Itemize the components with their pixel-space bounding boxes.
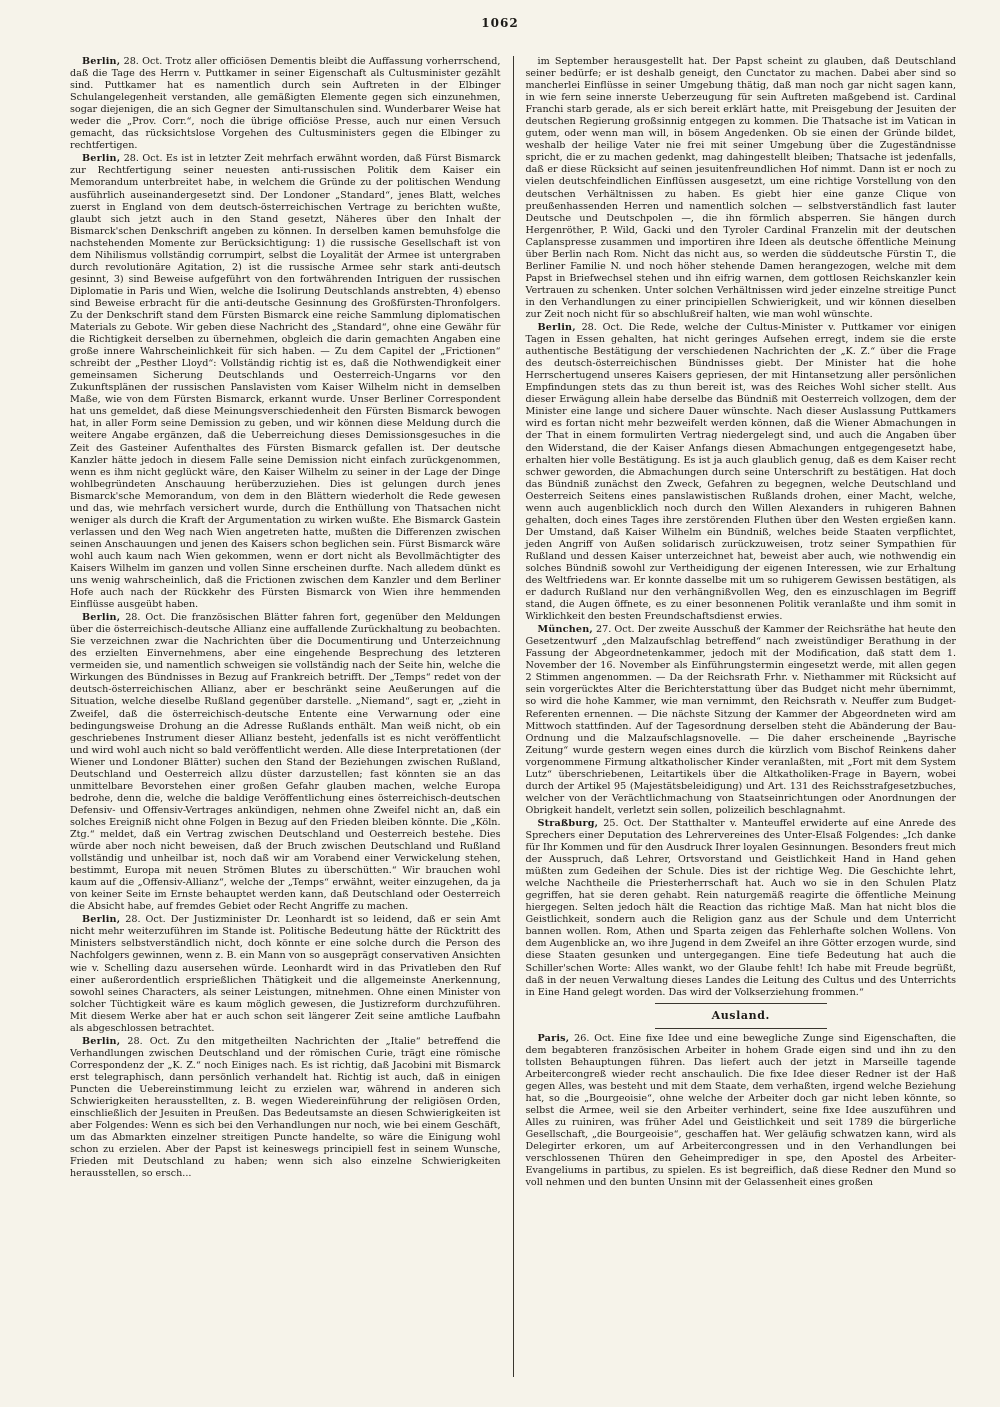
- article-text: Der Statthalter v. Manteuffel erwiderte auf eine Anrede des Sprechers einer Deputation des Lehrervereines des Unter-Elsaß Folgendes: „Ich danke für Ihr Kommen und für den Ausdruck Ihrer loyalen Gesinnungen. Besonders freut mich der Ausspruch, daß Lehrer, Ortsvorstand und Geistlichkeit Hand in Hand gehen müßten zum Gedeihen der Schule. Dies ist der richtige Weg. Die Geschichte lehrt, welche Nachtheile die Priesterherrschaft hat. Auch wo sie in den Schulen Platz gegriffen, hat sie deren gehabt. Rein naturgemäß reagirte die öffentliche Meinung hiergegen. Selten jedoch hält die Reaction das richtige Maß. Man hat nicht blos die Geistlichkeit, sondern auch die Religion ganz aus der Schule und dem Unterricht bannen wollen. Rom, Athen und Sparta zeigen das Fehlerhafte solchen Wollens. Von dem Augenblicke an, wo ihre Jugend in dem Zweifel an ihre Götter erzogen wurde, sind diese Staaten gesunken und untergegangen. Eine tiefe Bedeutung hat auch die Schiller'schen Worte: Alles wankt, wo der Glaube fehlt! Ich habe mit Freude begrüßt, daß in der neuen Verwaltung dieses Landes die Leitung des Cultus und des Unterrichts in Eine Hand gelegt worden. Das wird der Volkserziehung frommen.“: [525, 817, 956, 998]
- article-date: 26. Oct.: [574, 1032, 615, 1044]
- article-dateline: Berlin,: [537, 322, 576, 334]
- article-date: 28. Oct.: [123, 153, 163, 165]
- article-date: 27. Oct.: [596, 624, 635, 636]
- section-heading-ausland: Ausland.: [711, 1008, 770, 1022]
- article: [526, 56, 957, 321]
- article-dateline: Berlin,: [82, 612, 121, 624]
- article-dateline: München,: [537, 624, 593, 636]
- article-date: 28. Oct.: [581, 322, 623, 334]
- article-dateline: Straßburg,: [537, 817, 599, 829]
- article: [70, 153, 501, 611]
- article-text: Zu den mitgetheilten Nachrichten der „Italie“ betreffend die Verhandlungen zwischen Deutschland und der römischen Curie, trägt eine römische Correspondenz der „K. Z.“ noch Einiges nach. Es ist richtig, daß Jacobini mit Bismarck erst telegraphisch, dann persönlich verhandelt hat. Richtig ist auch, daß in einigen Puncten die Uebereinstimmung leicht zu erzielen war, während in anderen sich Schwierigkeiten herausstellten, z. B. wegen Wiedereinführung der religiösen Orden, einschließlich der Jesuiten in Preußen. Das Bedeutsamste an diesen Schwierigkeiten ist aber Folgendes: Wenn es sich bei den Verhandlungen nur noch, wie bei einem Geschäft, um das Abmarkten einzelner streitigen Puncte handelte, so wäre die Einigung wohl schon zu erzielen. Aber der Papst ist keineswegs principiell fest in seinem Wunsche, Frieden mit Deutschland zu haben; wenn sich also einzelne Schwierigkeiten herausstellen, so ersch...: [70, 1035, 501, 1180]
- columns: [70, 56, 956, 1377]
- article-dateline: Berlin,: [82, 56, 121, 67]
- article: [70, 1036, 501, 1181]
- article: [526, 1033, 957, 1190]
- article-dateline: Berlin,: [82, 1035, 121, 1047]
- article: [70, 56, 501, 152]
- article-text: Trotz aller officiösen Dementis bleibt die Auffassung vorherrschend, daß die Tage des Herrn v. Puttkamer in seiner Eigenschaft als Cultusminister gezählt sind. Puttkamer hat es namentlich durch sein Auftreten in der Elbinger Schulangelegenheit verstanden, alle gemäßigten Elemente gegen sich einzunehmen, sogar diejenigen, die an sich Gegner der Simultanschulen sind. Wunderbarer Weise hat weder die „Prov. Corr.“, noch die übrige officiöse Presse, auch nur einen Versuch gemacht, das rücksichtslose Vorgehen des Cultusministers gegen die Elbinger zu rechtfertigen.: [70, 56, 501, 152]
- article: [70, 914, 501, 1034]
- article-date: 25. Oct.: [603, 817, 644, 829]
- article-date: 28. Oct.: [123, 56, 163, 67]
- article-dateline: Paris,: [537, 1032, 570, 1044]
- column-rule: [513, 56, 514, 1377]
- article-text: Der zweite Ausschuß der Kammer der Reichsräthe hat heute den Gesetzentwurf „den Malzaufschlag betreffend“ nach zweistündiger Berathung in der Fassung der Abgeordnetenkammer, jedoch mit der Modification, daß statt dem 1. November der 16. November als Einführungstermin eingesetzt werde, mit allen gegen 2 Stimmen angenommen. — Da der Reichsrath Frhr. v. Niethammer mit Rücksicht auf sein vorgerücktes Alter die Berichterstattung über das Budget nicht mehr übernimmt, so wird die hohe Kammer, wie man vernimmt, den Reichsrath v. Neuffer zum Budget-Referenten ernennen. — Die nächste Sitzung der Kammer der Abgeordneten wird am Mittwoch stattfinden. Auf der Tagesordnung derselben steht die Abänderung der Bau-Ordnung und die Malzaufschlagsnovelle. — Die daher erscheinende „Bayrische Zeitung“ wurde gestern wegen eines durch die kürzlich vom Bischof Reinkens daher vorgenommene Firmung altkatholischer Kinder veranlaßten, mit „Fort mit dem System Lutz“ überschriebenen, Leitartikels über die Altkatholiken-Frage in Bayern, wobei durch der Artikel 95 (Majestätsbeleidigung) und Art. 131 des Reichsstrafgesetzbuches, welcher von der Verächtlichmachung von Staatseinrichtungen oder Anordnungen der Obrigkeit handelt, verletzt sein sollen, polizeilich beschlagnahmt.: [525, 624, 956, 816]
- left-column: [70, 56, 511, 1377]
- page-number: 1062: [481, 16, 519, 30]
- article-text: Die französischen Blätter fahren fort, gegenüber den Meldungen über die österreichisch-deutsche Allianz eine auffallende Zurückhaltung zu beobachten. Sie verzeichnen zwar die Nachrichten über die Documentirung und Unterzeichnung des erzielten Einvernehmens, aber eine eingehende Besprechung des letzteren vermeiden sie, und namentlich schweigen sie vollständig nach der Seite hin, welche die Wirkungen des Bündnisses in Bezug auf Frankreich betrifft. Der „Temps“ redet von der deutsch-österreichischen Allianz, aber er beschränkt seine Aeußerungen auf die Situation, welche dieselbe Rußland gegenüber darstelle. „Niemand“, sagt er, „zieht in Zweifel, daß die österreichisch-deutsche Entente eine Verwarnung oder eine bedingungsweise Drohung an die Adresse Rußlands enthält. Man weiß nicht, ob ein geschriebenes Instrument dieser Allianz besteht, jedenfalls ist es nicht veröffentlicht und wird wohl auch nicht so bald veröffentlicht werden. Alle diese Interpretationen (der Wiener und Londoner Blätter) suchen den Stand der Beziehungen zwischen Rußland, Deutschland und Oesterreich allzu düster darzustellen; fast könnten sie an das unmittelbare Bevorstehen einer großen Gefahr glauben machen, welche Europa bedrohe, denn die, welche die baldige Veröffentlichung eines österreichisch-deutschen Defensiv- und Offensiv-Vertrages ankündigen, nehmen ohne Zweifel nicht an, daß ein solches Ereigniß nicht ohne Folgen in Bezug auf den Frieden bleiben könnte. Die „Köln. Ztg.“ meldet, daß ein Vertrag zwischen Deutschland und Oesterreich bestehe. Dies würde aber noch nicht beweisen, daß der Bruch zwischen Deutschland und Rußland vollständig und unheilbar ist, noch daß wir am Vorabend einer Verwickelung stehen, bestimmt, Europa mit neuen Strömen Blutes zu überschütten.“ Wir brauchen wohl kaum auf die „Offensiv-Allianz“, welche der „Temps“ erwähnt, weiter einzugehen, da ja von keiner Seite im Ernste behauptet werden kann, daß Deutschland oder Oesterreich die Absicht habe, auf fremdes Gebiet oder Recht Angriffe zu machen.: [70, 612, 501, 913]
- article-text: Eine fixe Idee und eine bewegliche Zunge sind Eigenschaften, die dem begabteren französischen Arbeiter in hohem Grade eigen sind und ihn zu den tollsten Behauptungen führen. Das liefert auch der jetzt in Marseille tagende Arbeitercongreß wieder recht anschaulich. Die fixe Idee dieser Redner ist der Haß gegen Alles, was besteht und mit dem Staate, dem verhaßten, irgend welche Beziehung hat, so die „Bourgeoisie“, ohne welche der Arbeiter doch gar nicht leben könnte, so selbst die Armee, weil sie den Arbeiter verhindert, seine fixe Idee auszuführen und Alles zu ruiniren, was früher Adel und Geistlichkeit und seit 1789 die bürgerliche Gesellschaft, „die Bourgeoisie“, geschaffen hat. Wer geläufig schwatzen kann, wird als Delegirter erkoren, um auf Arbeitercongressen und in den Verhandlungen bei verschlossenen Thüren den Geheimprediger in spe, den Apostel des Arbeiter-Evangeliums in partibus, zu spielen. Es ist begreiflich, daß diese Redner den Mund so voll nehmen und den bunten Unsinn mit der Gelassenheit eines großen: [525, 1032, 956, 1189]
- article-dateline: Berlin,: [82, 153, 121, 165]
- article: [526, 818, 957, 999]
- article-date: 28. Oct.: [125, 914, 166, 926]
- article: [526, 624, 957, 817]
- article-text: Die Rede, welche der Cultus-Minister v. Puttkamer vor einigen Tagen in Essen gehalten, hat nicht geringes Aufsehen erregt, indem sie die erste authentische Bestätigung der verschiedenen Nachrichten der „K. Z.“ über die Frage des deutsch-österreichischen Bündnisses giebt. Der Minister hat die hohe Herrschertugend unseres Kaisers gepriesen, der mit Hintansetzung aller persönlichen Empfindungen stets das zu thun bereit ist, was des Reiches Wohl sicher stellt. Aus dieser Erwägung allein habe derselbe das Bündniß mit Oesterreich vollzogen, dem der Minister eine lange und sichere Dauer wünschte. Nach dieser Auslassung Puttkamers wird es fortan nicht mehr bezweifelt werden können, daß die Wiener Abmachungen in der That in einem formulirten Vertrag niedergelegt sind, und auch die Angaben über den Widerstand, die der Kaiser Anfangs diesen Abmachungen entgegengesetzt habe, erhalten hier volle Bestätigung. Es ist ja auch glaublich genug, daß es dem Kaiser recht schwer geworden, die Abmachungen durch seine Unterschrift zu bestätigen. Hat doch das Bündniß zunächst den Zweck, Gefahren zu begegnen, welche Deutschland und Oesterreich Seitens eines panslawistischen Rußlands drohen, einer Macht, welche, wenn auch augenblicklich noch durch den Willen Alexanders in ruhigeren Bahnen gehalten, doch eines Tages ihre zerstörenden Fluthen über den Westen ergießen kann. Der Umstand, daß Kaiser Wilhelm ein Bündniß, welches beide Staaten verpflichtet, jeden Angriff von Außen solidarisch zurückzuweisen, trotz seiner Sympathien für Rußland und dessen Kaiser unterzeichnet hat, beweist aber auch, wie nothwendig ein solches Bündniß sowohl zur Vertheidigung der eigenen Interessen, wie zur Erhaltung des Weltfriedens war. Er konnte dasselbe mit um so ruhigerem Gewissen bestätigen, als er dadurch Rußland nur den verhängnißvollen Weg, den es einzuschlagen im Begriff stand, die Augen öffnete, es zu einer besonnenen Politik veranlaßte und ihm somit in Wirklichkeit den besten Freundschaftsdienst erwies.: [525, 322, 956, 623]
- article-dateline: Berlin,: [82, 914, 121, 926]
- article-date: 28. Oct.: [125, 612, 166, 624]
- right-column: [516, 56, 957, 1377]
- section-rule: [655, 1003, 827, 1004]
- article-text: im September herausgestellt hat. Der Papst scheint zu glauben, daß Deutschland seiner bedürfe; er ist deshalb geneigt, den Cunctator zu machen. Dabei aber sind so mancherlei Einflüsse in seiner Umgebung thätig, daß man noch gar nicht sagen kann, in wie fern seine innerste Ueberzeugung für sein Auftreten maßgebend ist. Cardinal Franchi starb gerade, als er sich bereit erklärt hatte, mit Preisgebung der Jesuiten der deutschen Regierung großsinnig entgegen zu kommen. Die Thatsache ist im Vatican in gutem, oder wenn man will, in bösem Angedenken. Ob sie einen der Gründe bildet, weshalb der heilige Vater nie frei mit seiner Umgebung über die Zugeständnisse spricht, die er zu machen gedenkt, mag dahingestellt bleiben; Thatsache ist jedenfalls, daß er diese Rücksicht auf seinen jesuitenfreundlichen Hof nimmt. Dann ist er noch zu vielen deutschfeindlichen Einflüssen ausgesetzt, um eine richtige Vorstellung von den deutschen Verhältnissen zu haben. Es giebt hier eine ganze Clique von preußenhassenden Herren und namentlich solchen — selbstverständlich fast lauter Deutsche und Deutschpolen —, die ihn förmlich absperren. Sie hängen durch Hergenröther, P. Wild, Gacki und den Tyroler Cardinal Franzelin mit der deutschen Caplanspresse zusammen und importiren ihre Ideen als deutsche öffentliche Meinung über Berlin nach Rom. Nicht das nicht aus, so werden die süddeutsche Fürstin T., die Berliner Familie N. und noch höher stehende Damen herangezogen, welche mit dem Papst in Briefwechsel stehen und ihn eifrig warnen, dem gottlosen Reichskanzler kein Vertrauen zu schenken. Unter solchen Verhältnissen wird jeder einzelne streitige Punct in den Verhandlungen zu einer principiellen Schwierigkeit, und wir können dieselben zur Zeit noch nicht für so abschlußreif halten, wie man wohl wünschte.: [525, 56, 956, 320]
- article: [526, 322, 957, 623]
- article-text: Es ist in letzter Zeit mehrfach erwähnt worden, daß Fürst Bismarck zur Rechtfertigung seiner neuesten anti-russischen Politik dem Kaiser ein Memorandum unterbreitet habe, in welchem die Gründe zu der politischen Wendung ausführlich auseinandergesetzt sind. Der Londoner „Standard“, jenes Blatt, welches zuerst in England von dem deutsch-österreichischen Vertrage zu berichten wußte, glaubt sich jetzt auch in den Stand gesetzt, Näheres über den Inhalt der Bismarck'schen Denkschrift angeben zu können. In derselben kamen bemuhsfolge die nachstehenden Momente zur Berücksichtigung: 1) die russische Gesellschaft ist von dem Nihilismus vollständig corrumpirt, selbst die Loyalität der Armee ist untergraben durch revolutionäre Agitation, 2) ist die russische Armee sehr stark anti-deutsch gesinnt, 3) sind Beweise aufgeführt von den fortwährenden Intriguen der russischen Diplomatie in Paris und Wien, welche die Isolirung Deutschlands anstrebten, 4) ebenso sind Beweise erbracht für die anti-deutsche Gesinnung des Großfürsten-Thronfolgers. Zu der Denkschrift stand dem Fürsten Bismarck eine reiche Sammlung diplomatischen Materials zu Gebote. Wir geben diese Nachricht des „Standard“, ohne eine Gewähr für die Richtigkeit derselben zu übernehmen, obgleich die darin gemachten Angaben eine große innere Wahrscheinlichkeit für sich haben. — Zu dem Capitel der „Frictionen“ schreibt der „Pesther Lloyd“: Vollständig richtig ist es, daß die Nothwendigkeit einer gemeinsamen Sicherung Deutschlands und Oesterreich-Ungarns vor den Zukunftsplänen der russischen Panslavisten vom Kaiser Wilhelm nicht in demselben Maße, wie von dem Fürsten Bismarck, erkannt wurde. Unser Berliner Correspondent hat uns gemeldet, daß diese Meinungsverschiedenheit den Fürsten Bismarck bewogen hat, in aller Form seine Demission zu geben, und wir können diese Meldung durch die weitere Angabe ergänzen, daß die Ueberreichung dieses Demissionsgesuches in die Zeit des Gasteiner Aufenthaltes des Fürsten Bismarck gefallen ist. Der deutsche Kanzler hätte jedoch in diesem Falle seine Demission nicht einfach zurückgenommen, wenn es ihm nicht geglückt wäre, den Kaiser Wilhelm zu seiner in der Lage der Dinge wohlbegründeten Anschauung herüberzuziehen. Dies ist gelungen durch jenes Bismarck'sche Memorandum, von dem in den Blättern wiederholt die Rede gewesen und das, wie mehrfach versichert wurde, durch die Enthüllung von Thatsachen nicht weniger als durch die Kraft der Argumentation zu wirken wußte. Ehe Bismarck Gastein verlassen und den Weg nach Wien angetreten hatte, mußten die Differenzen zwischen seinen Anschauungen und jenen des Kaisers schon beglichen sein. Fürst Bismarck wäre wohl auch kaum nach Wien gekommen, wenn er dort nicht als Bevollmächtigter des Kaisers Wilhelm im ganzen und vollen Sinne erscheinen durfte. Nach alledem dünkt es uns wenig wahrscheinlich, daß die Frictionen zwischen dem Kanzler und dem Berliner Hofe auch nach der Rückkehr des Fürsten Bismarck von Wien ihre hemmenden Einflüsse ausgeübt haben.: [70, 153, 501, 611]
- article: [70, 612, 501, 913]
- article-text: Der Justizminister Dr. Leonhardt ist so leidend, daß er sein Amt nicht mehr weiterzuführen im Stande ist. Politische Bedeutung hätte der Rücktritt des Ministers selbstverständlich nicht, doch könnte er eine solche durch die Person des Nachfolgers gewinnen, wenn z. B. ein Mann von so ausgeprägt conservativen Ansichten wie v. Schelling dazu ausersehen würde. Leonhardt wird in das Privatleben den Ruf einer außerordentlich ersprießlichen Thätigkeit und die allgemeinste Anerkennung, sowohl seines Characters, als seiner Leistungen, mitnehmen. Ohne einen Minister von solcher Tüchtigkeit wäre es kaum möglich gewesen, die Justizreform durchzuführen. Mit diesem Werke aber hat er auch schon seit längerer Zeit seine amtliche Laufbahn als abgeschlossen betrachtet.: [70, 914, 501, 1034]
- article-date: 28. Oct.: [127, 1035, 170, 1047]
- section-rule: [655, 1028, 827, 1029]
